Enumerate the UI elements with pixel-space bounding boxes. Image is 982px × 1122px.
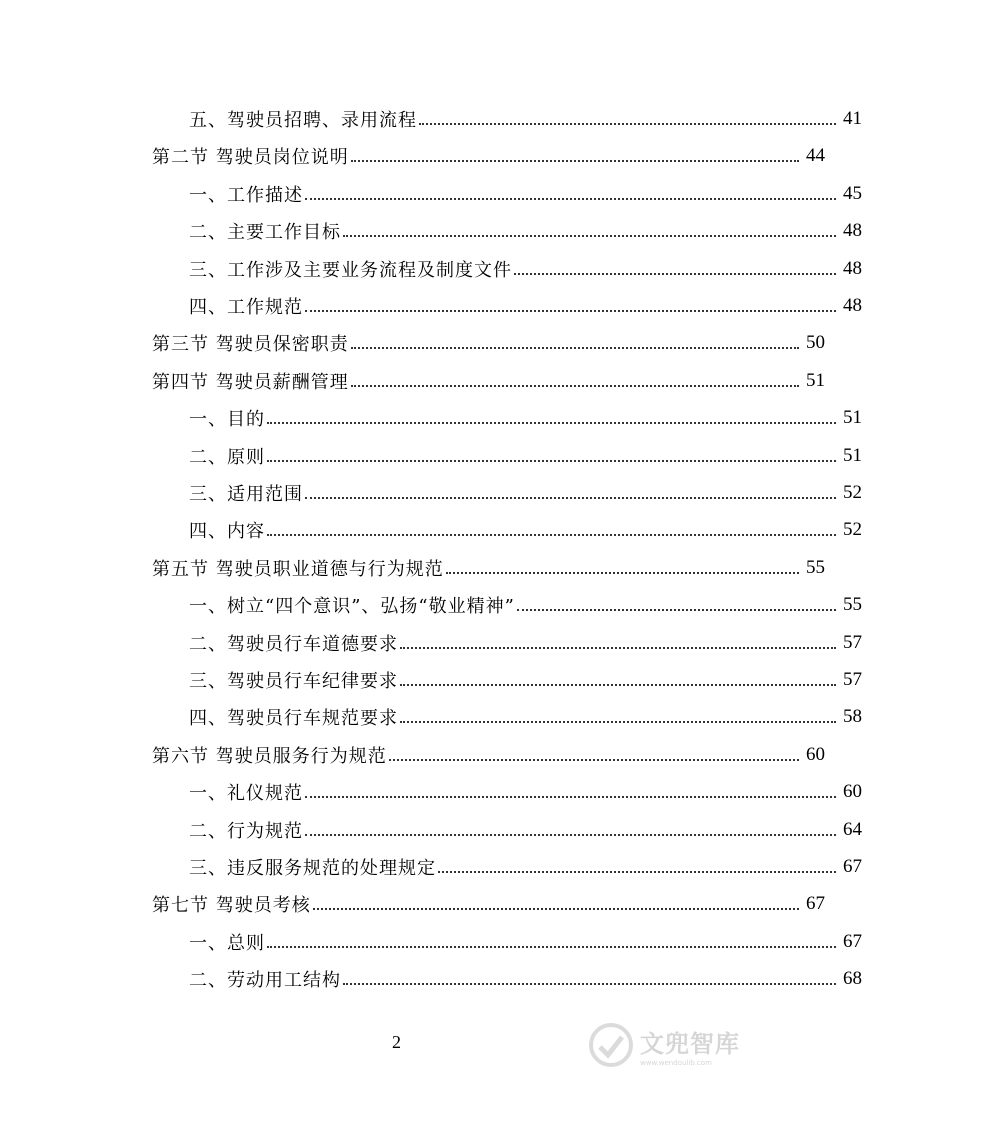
dot-leader bbox=[517, 595, 836, 611]
dot-leader bbox=[305, 296, 836, 312]
dot-leader bbox=[400, 707, 836, 723]
dot-leader bbox=[267, 446, 836, 462]
toc-entry-title: 五、驾驶员招聘、录用流程 bbox=[189, 110, 417, 131]
toc-entry[interactable] bbox=[0, 515, 982, 545]
toc-entry-page: 41 bbox=[843, 108, 862, 129]
toc-entry[interactable] bbox=[0, 665, 982, 695]
toc-entry-title: 一、礼仪规范 bbox=[189, 783, 303, 805]
toc-entry-title: 四、驾驶员行车规范要求 bbox=[189, 708, 398, 730]
toc-entry-title: 一、总则 bbox=[189, 932, 265, 954]
toc-entry-title: 二、原则 bbox=[189, 446, 265, 468]
toc-entry[interactable] bbox=[0, 216, 982, 246]
toc-entry-title: 第四节 驾驶员薪酬管理 bbox=[152, 371, 349, 393]
toc-entry-page: 58 bbox=[843, 706, 862, 728]
toc-entry-page: 67 bbox=[806, 893, 825, 915]
toc-entry-page: 64 bbox=[843, 818, 862, 840]
dot-leader bbox=[400, 633, 836, 649]
dot-leader bbox=[351, 333, 799, 349]
dot-leader bbox=[419, 109, 836, 125]
dot-leader bbox=[305, 184, 836, 200]
toc-entry-title: 四、内容 bbox=[189, 521, 265, 543]
toc-entry[interactable] bbox=[0, 964, 982, 994]
toc-entry-title: 三、工作涉及主要业务流程及制度文件 bbox=[189, 259, 512, 281]
toc-entry[interactable] bbox=[0, 889, 945, 919]
toc-entry-title: 第三节 驾驶员保密职责 bbox=[152, 334, 349, 356]
watermark-logo-icon bbox=[588, 1022, 634, 1068]
toc-entry[interactable] bbox=[0, 927, 982, 957]
dot-leader bbox=[351, 146, 799, 162]
toc-entry[interactable] bbox=[0, 254, 982, 284]
dot-leader bbox=[389, 745, 799, 761]
dot-leader bbox=[514, 259, 836, 275]
toc-entry-page: 51 bbox=[806, 369, 825, 391]
dot-leader bbox=[305, 483, 836, 499]
toc-entry-title: 三、驾驶员行车纪律要求 bbox=[189, 671, 398, 692]
toc-entry[interactable] bbox=[0, 852, 982, 882]
toc-entry-page: 67 bbox=[843, 856, 862, 877]
page-number: 2 bbox=[392, 1032, 401, 1052]
toc-entry-title: 一、目的 bbox=[189, 409, 265, 431]
toc-entry-title: 二、驾驶员行车道德要求 bbox=[189, 633, 398, 655]
toc-entry-title: 二、劳动用工结构 bbox=[189, 970, 341, 992]
toc-entry[interactable] bbox=[0, 702, 982, 732]
toc-entry-page: 48 bbox=[843, 220, 862, 242]
toc-entry-page: 51 bbox=[843, 444, 862, 466]
dot-leader bbox=[305, 820, 836, 836]
toc-entry[interactable] bbox=[0, 478, 982, 508]
toc-entry-page: 55 bbox=[806, 556, 825, 578]
toc-entry[interactable] bbox=[0, 740, 945, 770]
dot-leader bbox=[400, 670, 836, 686]
toc-entry-page: 60 bbox=[843, 781, 862, 803]
toc-entry[interactable] bbox=[0, 328, 945, 358]
toc-entry-title: 三、适用范围 bbox=[189, 484, 303, 505]
toc-entry-page: 52 bbox=[843, 482, 862, 503]
toc-entry-page: 67 bbox=[843, 930, 862, 952]
toc-entry-page: 57 bbox=[843, 669, 862, 690]
toc-entry-page: 52 bbox=[843, 519, 862, 541]
dot-leader bbox=[267, 408, 836, 424]
dot-leader bbox=[438, 857, 836, 873]
toc-entry-title: 第六节 驾驶员服务行为规范 bbox=[152, 745, 387, 767]
dot-leader bbox=[343, 221, 836, 237]
watermark-url: www.wendoulib.com bbox=[640, 1058, 712, 1067]
toc-entry[interactable] bbox=[0, 441, 982, 471]
toc-entry[interactable] bbox=[0, 291, 982, 321]
toc-entry-page: 48 bbox=[843, 257, 862, 279]
toc-entry-page: 44 bbox=[806, 145, 825, 167]
toc-entry-title: 一、工作描述 bbox=[189, 184, 303, 206]
toc-entry[interactable] bbox=[0, 366, 945, 396]
toc-entry-title: 三、违反服务规范的处理规定 bbox=[189, 858, 436, 879]
watermark bbox=[588, 1016, 758, 1074]
toc-entry[interactable] bbox=[0, 777, 982, 807]
toc-entry-title: 一、树立“四个意识”、弘扬“敬业精神” bbox=[189, 596, 515, 618]
toc-entry[interactable] bbox=[0, 104, 982, 134]
toc-entry-page: 48 bbox=[843, 295, 862, 316]
dot-leader bbox=[446, 558, 799, 574]
toc-entry-page: 50 bbox=[806, 332, 825, 354]
dot-leader bbox=[343, 969, 836, 985]
dot-leader bbox=[351, 371, 799, 387]
toc-entry[interactable] bbox=[0, 628, 982, 658]
toc-entry-title: 第二节 驾驶员岗位说明 bbox=[152, 147, 349, 169]
toc-entry-title: 四、工作规范 bbox=[189, 297, 303, 318]
dot-leader bbox=[267, 520, 836, 536]
toc-entry[interactable] bbox=[0, 179, 982, 209]
watermark-name: 文兜智库 bbox=[640, 1029, 740, 1058]
toc-entry-page: 55 bbox=[843, 594, 862, 616]
toc-entry-title: 第七节 驾驶员考核 bbox=[152, 895, 311, 917]
toc-entry[interactable] bbox=[0, 141, 945, 171]
dot-leader bbox=[313, 894, 799, 910]
toc-entry[interactable] bbox=[0, 590, 982, 620]
toc-entry[interactable] bbox=[0, 553, 945, 583]
toc-entry[interactable] bbox=[0, 815, 982, 845]
toc-entry-page: 68 bbox=[843, 968, 862, 990]
toc-entry-page: 60 bbox=[806, 743, 825, 765]
toc-entry-title: 二、主要工作目标 bbox=[189, 222, 341, 244]
dot-leader bbox=[267, 932, 836, 948]
dot-leader bbox=[305, 782, 836, 798]
toc-entry-title: 二、行为规范 bbox=[189, 820, 303, 842]
toc-entry-title: 第五节 驾驶员职业道德与行为规范 bbox=[152, 558, 444, 580]
toc-entry[interactable] bbox=[0, 403, 982, 433]
toc-entry-page: 45 bbox=[843, 182, 862, 204]
toc-entry-page: 51 bbox=[843, 407, 862, 429]
toc-entry-page: 57 bbox=[843, 631, 862, 653]
